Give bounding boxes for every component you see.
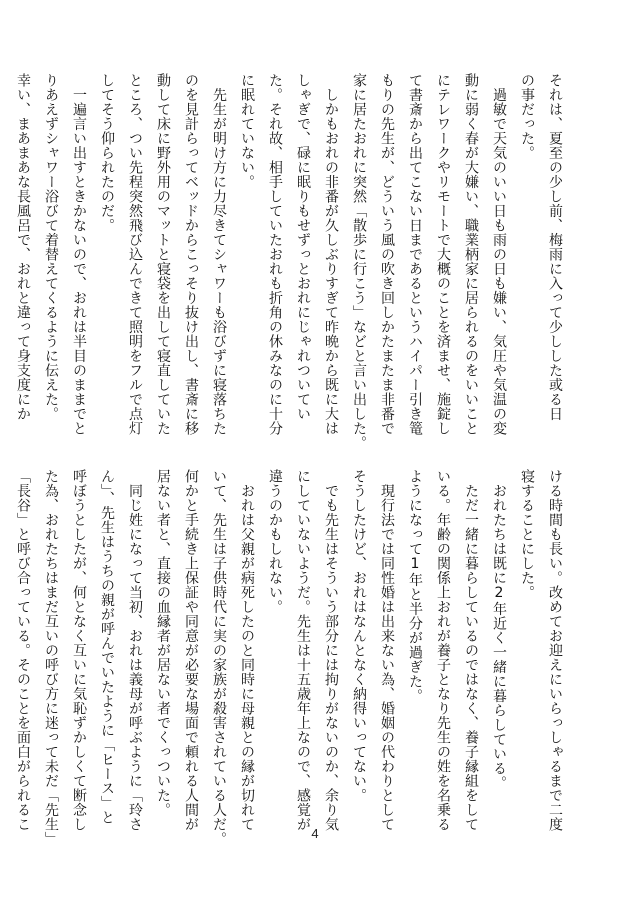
text-line: にしていないようだ。先生は十五歳年上なので、感覚が bbox=[295, 469, 311, 832]
text-line: 寝することにした。 bbox=[519, 469, 535, 600]
text-line: 幸い、まあまあな長風呂で、おれと違って身支度にか bbox=[15, 73, 31, 421]
text-line: もりの先生が、どういう風の吹き回しかたまたま非番で bbox=[379, 73, 395, 436]
text-line: ん」、先生はうちの親が呼んでいたように「ヒース」と bbox=[99, 469, 115, 825]
text-line: て書斎から出てこない日まであるというハイパー引き篭 bbox=[407, 73, 423, 436]
text-line: おれたちは既に2年近く一緒に暮らしている。 bbox=[491, 469, 507, 790]
text-line: 動して床に野外用のマットと寝袋を出して寝直していた bbox=[155, 73, 171, 436]
text-line: 居ない者と、直接の血縁者が居ない者でくっついた。 bbox=[155, 469, 171, 817]
text-line: 先生が明け方に力尽きてシャワーも浴びずに寝落ちた bbox=[211, 73, 227, 436]
text-line: いる。年齢の関係上おれが養子となり先生の姓を名乗る bbox=[435, 469, 451, 832]
text-line: しゃぎで、碌に眠りもせずっとおれにじゃれついてい bbox=[295, 73, 311, 421]
text-line: 過敏で天気のいい日も雨の日も嫌い、気圧や気温の変 bbox=[491, 73, 507, 436]
text-line: りあえずシャワー浴びて着替えてくるように伝えた。 bbox=[43, 73, 59, 421]
text-line: それは、夏至の少し前、梅雨に入って少しした或る日 bbox=[547, 73, 563, 421]
text-line: 同じ姓になって当初、おれは義母が呼ぶように「玲さ bbox=[127, 469, 143, 832]
text-line: 家に居たおれに突然「散歩に行こう」などと言い出した。 bbox=[351, 73, 367, 450]
lower-text-block bbox=[15, 469, 569, 846]
text-line: 違うのかもしれない。 bbox=[267, 469, 283, 614]
text-line: でも先生はそういう部分には拘りがないのか、余り気 bbox=[323, 469, 339, 832]
text-line: た為、おれたちはまだ互いの呼び方に迷って未だ「先生」 bbox=[43, 469, 59, 846]
text-line: にテレワークやリモートで大概のことを済ませ、施錠し bbox=[435, 73, 451, 436]
text-line: してそう仰られたのだ。 bbox=[99, 73, 115, 233]
text-line: いて、先生は子供時代に実の家族が殺害されている人だ。 bbox=[211, 469, 227, 846]
text-line: 何かと手続き上保証や同意が必要な場面で頼れる人間が bbox=[183, 469, 199, 832]
text-line: のを見計らってベッドからこっそり抜け出し、書斎に移 bbox=[183, 73, 199, 436]
upper-text-block bbox=[15, 73, 569, 450]
text-line: ける時間も長い。改めてお迎えにいらっしゃるまで二度 bbox=[547, 469, 563, 832]
text-line: 一遍言い出すときかないので、おれは半目のままでと bbox=[71, 73, 87, 436]
text-line: しかもおれの非番が久しぶりすぎて昨晩から既に大は bbox=[323, 73, 339, 436]
text-line: そうしたけど、おれはなんとなく納得いってない。 bbox=[351, 469, 367, 803]
text-line: 現行法では同性婚は出来ない為、婚姻の代わりとして bbox=[379, 469, 395, 832]
text-line: おれは父親が病死したのと同時に母親との縁が切れて bbox=[239, 469, 255, 832]
text-line: の事だった。 bbox=[519, 73, 535, 160]
text-line: 呼ぼうとしたが、何となく互いに気恥ずかしくて断念し bbox=[71, 469, 87, 832]
text-line: ただ一緒に暮らしているのではなく、養子縁組をして bbox=[463, 469, 479, 832]
text-line: 動に弱く春が大嫌い、職業柄家に居られるのをいいこと bbox=[463, 73, 479, 436]
text-line: ところ、つい先程突然飛び込んできて照明をフルで点灯 bbox=[127, 73, 143, 436]
text-line: た。それ故、相手していたおれも折角の休みなのに十分 bbox=[267, 73, 283, 436]
text-line: ようになって1年と半分が過ぎた。 bbox=[407, 469, 423, 703]
text-line: に眠れていない。 bbox=[239, 73, 255, 189]
page-number: 4 bbox=[311, 826, 319, 841]
text-line: 「長谷」と呼び合っている。そのことを面白がられるこ bbox=[15, 469, 31, 832]
